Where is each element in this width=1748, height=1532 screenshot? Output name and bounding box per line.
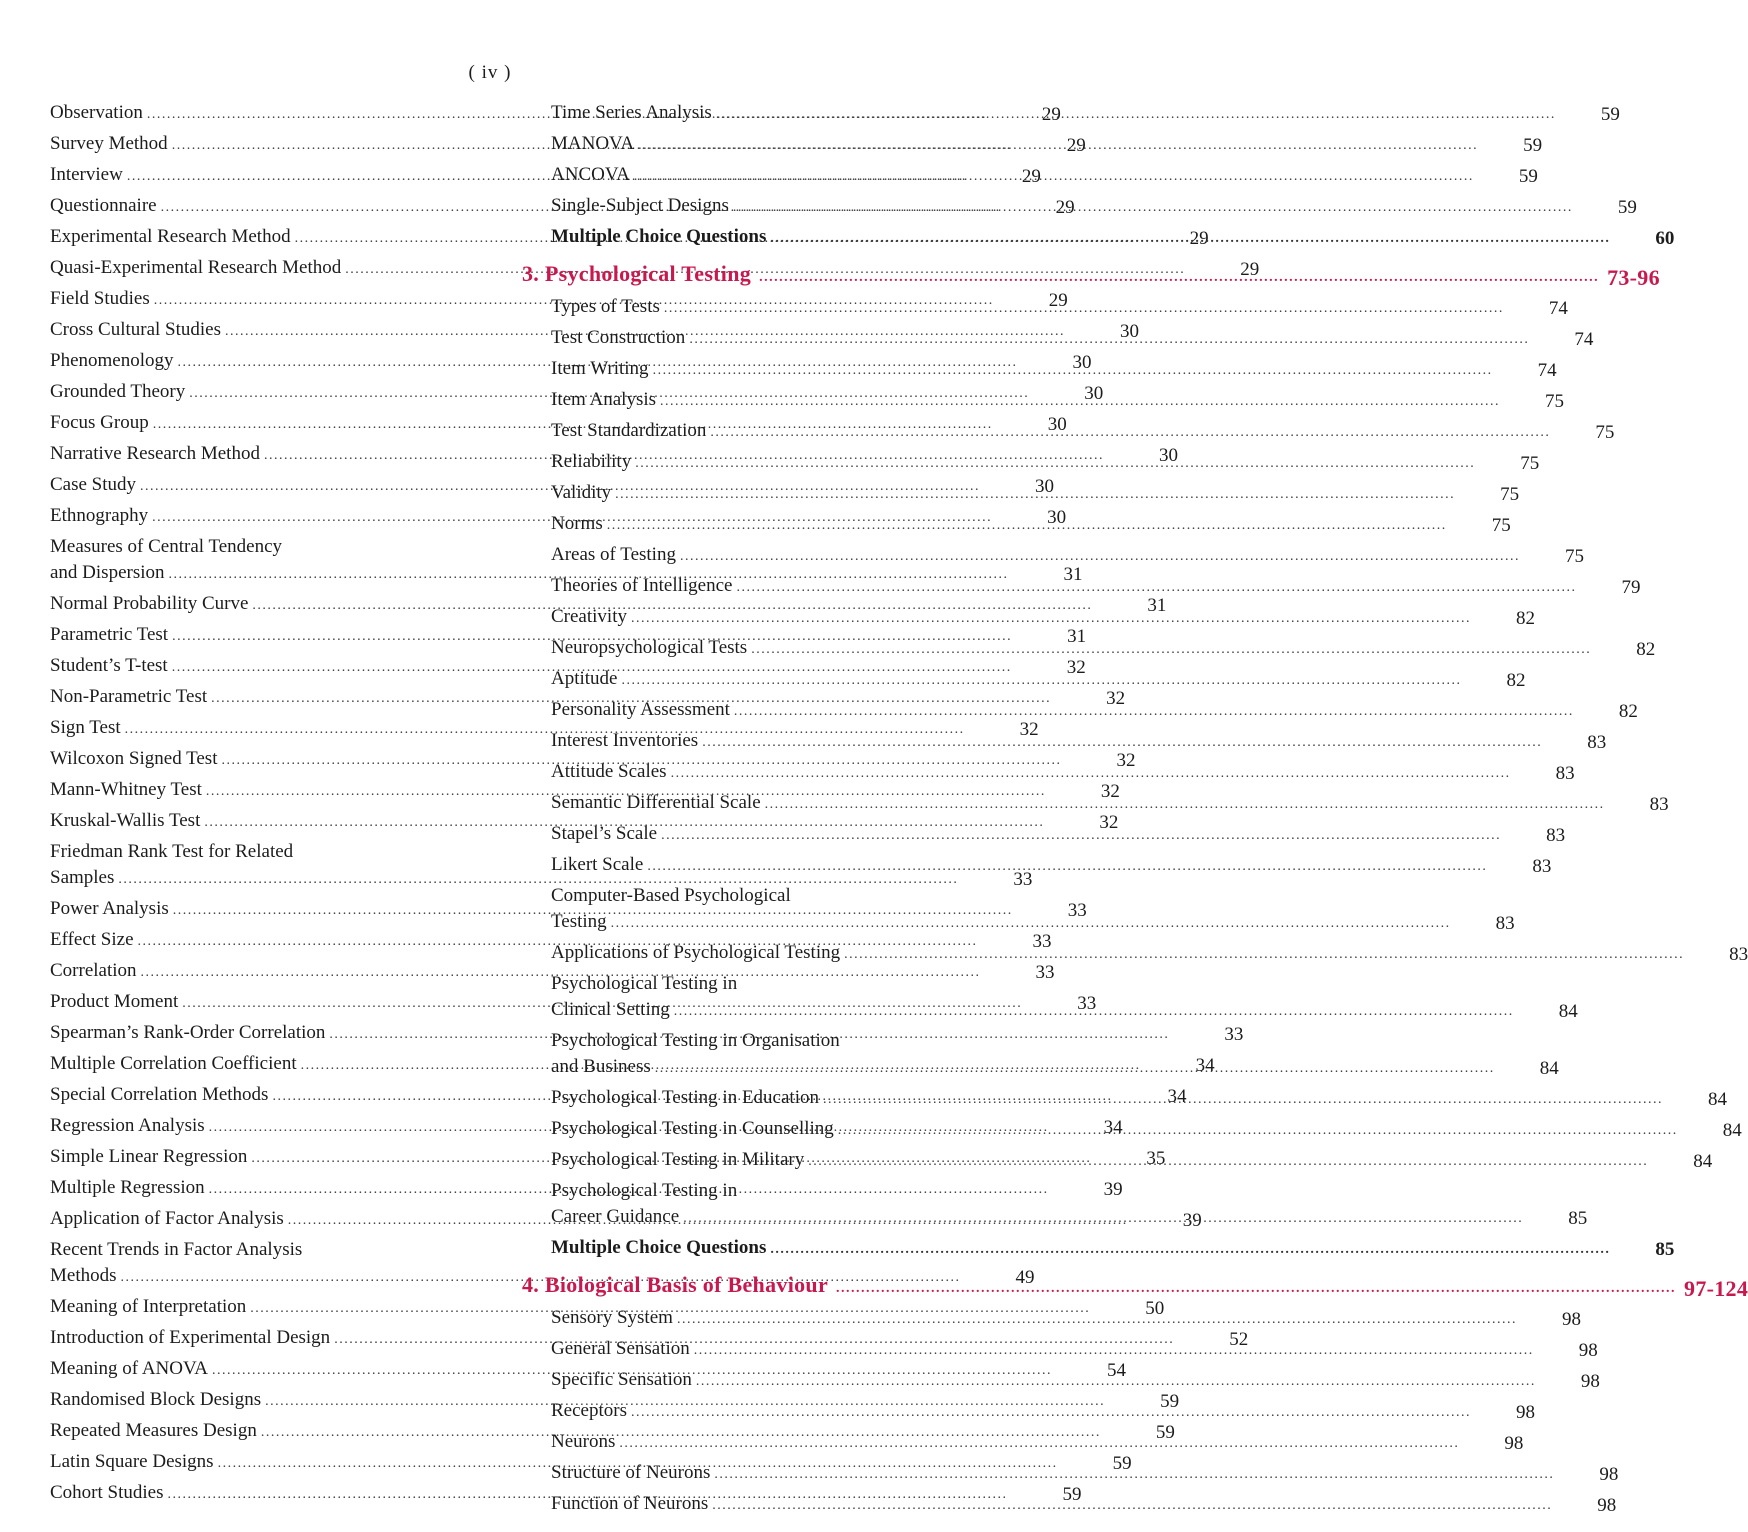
toc-entry-title	[522, 131, 1482, 159]
toc-page-number: 30	[1035, 476, 1055, 497]
toc-page-number: 75	[1564, 546, 1584, 567]
toc-page-number: 32	[1019, 719, 1039, 740]
toc-entry-title-line: Norms	[551, 513, 603, 534]
toc-entry-title	[522, 940, 1688, 968]
toc-entry-title-line: Focus Group	[50, 412, 149, 433]
toc-entry-title-line: Multiple Choice Questions	[551, 226, 767, 247]
toc-entry-title-line: Student’s T-test	[50, 655, 168, 676]
toc-page-number: 35	[1146, 1148, 1166, 1169]
toc-page-number: 32	[1116, 750, 1136, 771]
toc-entry-title-line: Application of Factor Analysis	[50, 1208, 284, 1229]
dot-leader	[671, 761, 1511, 787]
toc-page-number: 30	[1120, 321, 1140, 342]
toc-entry-title	[522, 1028, 1499, 1082]
toc-entry-title	[522, 1367, 1540, 1395]
toc-page-number: 84	[1693, 1151, 1713, 1172]
toc-page-number: 83	[1532, 856, 1552, 877]
toc-entry-title-line: Questionnaire	[50, 195, 157, 216]
toc-entry-title-line: Mann-Whitney Test	[50, 779, 202, 800]
toc-entry-title	[522, 666, 1466, 694]
dot-leader	[733, 195, 1573, 221]
dot-leader	[694, 1338, 1534, 1364]
toc-entry-title-line: Structure of Neurons	[551, 1462, 711, 1483]
toc-page-number: 98	[1580, 1371, 1600, 1392]
toc-page-number: 29	[1048, 290, 1068, 311]
dot-leader	[647, 854, 1487, 880]
toc-page-number: 59	[1160, 1391, 1180, 1412]
toc-page-number: 31	[1147, 595, 1167, 616]
dot-leader	[683, 1206, 1523, 1232]
toc-entry-title	[522, 325, 1533, 353]
toc-page-number: 29	[1066, 135, 1086, 156]
toc-entry-title	[522, 1336, 1538, 1364]
toc-entry-title	[522, 418, 1554, 446]
toc-page-number: 75	[1491, 515, 1511, 536]
dot-leader	[622, 668, 1462, 694]
toc-page-number: 59	[1062, 1484, 1082, 1505]
toc-entry-title-line: Meaning of Interpretation	[50, 1296, 247, 1317]
toc-entry-title-line: Attitude Scales	[551, 761, 667, 782]
toc-entry-title-line: Samples	[50, 867, 115, 888]
toc-page-number: 83	[1495, 913, 1515, 934]
toc-entry-title-line: Career Guidance	[551, 1206, 680, 1227]
dot-leader	[712, 1493, 1552, 1519]
dot-leader	[770, 226, 1610, 252]
toc-page-number: 83	[1729, 944, 1748, 965]
toc-page-number: 30	[1047, 507, 1067, 528]
toc-entry-title-line: Observation	[50, 102, 143, 123]
toc-page-number: 39	[1103, 1179, 1123, 1200]
dot-leader	[770, 1237, 1610, 1263]
toc-entry-title	[522, 573, 1580, 601]
toc-entry-title	[522, 635, 1595, 663]
toc-entry-title-line: Introduction of Experimental Design	[50, 1327, 331, 1348]
toc-entry-title-line: Field Studies	[50, 288, 150, 309]
toc-entry-title-line: Measures of Central Tendency	[50, 536, 283, 557]
dot-leader	[619, 1431, 1459, 1457]
toc-page-number: 59	[1518, 166, 1538, 187]
toc-entry-title	[522, 821, 1505, 849]
toc-page-number: 29	[1021, 166, 1041, 187]
toc-entry-title-line: Grounded Theory	[50, 381, 186, 402]
toc-page-number: 83	[1649, 794, 1669, 815]
toc-entry-title-line: Meaning of ANOVA	[50, 1358, 208, 1379]
dot-leader	[615, 482, 1455, 508]
toc-entry-title-line: Product Moment	[50, 991, 179, 1012]
dot-leader	[702, 730, 1542, 756]
toc-entry-title-line: Neuropsychological Tests	[551, 637, 748, 658]
toc-entry-title-line: Creativity	[551, 606, 627, 627]
toc-page-number: 33	[1224, 1024, 1244, 1045]
toc-page-number: 98	[1504, 1433, 1524, 1454]
dot-leader	[664, 296, 1504, 322]
toc-entry-title-line: Theories of Intelligence	[551, 575, 733, 596]
toc-page-number: 82	[1618, 701, 1638, 722]
toc-page-number: 60	[1655, 228, 1675, 249]
toc-page-number: 82	[1506, 670, 1526, 691]
toc-entry-title-line: Multiple Regression	[50, 1177, 205, 1198]
toc-page-number: 33	[1032, 931, 1052, 952]
toc-entry-title-line: Cohort Studies	[50, 1482, 164, 1503]
dot-leader	[653, 358, 1493, 384]
toc-entry-title-line: Friedman Rank Test for Related	[50, 841, 294, 862]
toc-page-number: 75	[1520, 453, 1540, 474]
toc-entry-title-line: Ethnography	[50, 505, 149, 526]
toc-entry-title-line: Kruskal-Wallis Test	[50, 810, 201, 831]
toc-page-number: 39	[1182, 1210, 1202, 1231]
toc-entry-title-line: 4. Biological Basis of Behaviour	[522, 1272, 829, 1297]
dot-leader	[696, 1369, 1536, 1395]
dot-leader	[689, 327, 1529, 353]
dot-leader	[631, 1400, 1471, 1426]
toc-entry-title	[522, 1085, 1667, 1113]
toc-page-number: 98	[1578, 1340, 1598, 1361]
toc-entry-title	[522, 356, 1497, 384]
dot-leader	[736, 575, 1576, 601]
dot-leader	[680, 544, 1520, 570]
toc-page-number: 30	[1084, 383, 1104, 404]
toc-entry-title	[522, 387, 1504, 415]
toc-entry-title	[522, 759, 1515, 787]
toc-entry-title-line: Time Series Analysis	[551, 102, 712, 123]
toc-entry-title-line: Multiple Choice Questions	[551, 1237, 767, 1258]
toc-entry-title-line: General Sensation	[551, 1338, 690, 1359]
toc-page-number: 29	[1240, 259, 1260, 280]
dot-leader	[638, 133, 1478, 159]
toc-page-number: 33	[1013, 869, 1033, 890]
toc-entry-title	[522, 193, 1577, 221]
toc-entry-title-line: Stapel’s Scale	[551, 823, 658, 844]
toc-page-number: 33	[1077, 993, 1097, 1014]
toc-page-number: 30	[1047, 414, 1067, 435]
toc-page-number: 74	[1548, 298, 1568, 319]
toc-entry-title-line: Regression Analysis	[50, 1115, 205, 1136]
dot-leader	[734, 699, 1574, 725]
toc-page-number: 31	[1067, 626, 1087, 647]
toc-page-number: 59	[1523, 135, 1543, 156]
toc-page-number: 85	[1655, 1239, 1675, 1260]
toc-entry-title	[522, 1429, 1463, 1457]
toc-entry-title-line: Item Writing	[551, 358, 649, 379]
toc-page-number: 33	[1067, 900, 1087, 921]
toc-entry-title	[522, 1178, 1527, 1232]
toc-entry-title-line: Validity	[551, 482, 612, 503]
toc-entry-title	[522, 511, 1451, 539]
toc-entry-title-line: Areas of Testing	[551, 544, 676, 565]
toc-entry-title-line: Correlation	[50, 960, 137, 981]
dot-leader	[660, 389, 1500, 415]
toc-page-number: 98	[1515, 1402, 1535, 1423]
dot-leader	[714, 1462, 1554, 1488]
dot-leader	[631, 606, 1471, 632]
toc-entry-title-line: Wilcoxon Signed Test	[50, 748, 218, 769]
toc-entry-title	[522, 1305, 1521, 1333]
dot-leader	[836, 1276, 1676, 1302]
toc-page-number: 74	[1537, 360, 1557, 381]
toc-entry-title-line: Neurons	[551, 1431, 616, 1452]
toc-page-number: 97-124	[1684, 1276, 1748, 1301]
toc-entry-title-line: Function of Neurons	[551, 1493, 709, 1514]
dot-leader	[710, 420, 1550, 446]
toc-entry-title-line: Psychological Testing in Military	[551, 1149, 805, 1170]
toc-entry-title-line: and Business	[551, 1056, 651, 1077]
toc-entry-title-line: Recent Trends in Factor Analysis	[50, 1239, 303, 1260]
toc-entry-title	[522, 1491, 1556, 1519]
toc-entry-title	[522, 1147, 1652, 1175]
toc-entry-title-line: Case Study	[50, 474, 137, 495]
dot-leader	[759, 265, 1599, 291]
toc-page-number: 59	[1112, 1453, 1132, 1474]
toc-page-number: 79	[1621, 577, 1641, 598]
toc-page-number: 34	[1167, 1086, 1187, 1107]
dot-leader	[655, 1056, 1495, 1082]
toc-entry-title-line: Simple Linear Regression	[50, 1146, 248, 1167]
toc-entry-title-line: Psychological Testing in	[551, 973, 738, 994]
toc-entry-title	[522, 883, 1455, 937]
toc-page-number: 32	[1099, 812, 1119, 833]
toc-entry-title-line: Semantic Differential Scale	[551, 792, 761, 813]
dot-leader	[808, 1149, 1648, 1175]
toc-entry-title	[522, 449, 1479, 477]
toc-entry-title	[522, 728, 1546, 756]
toc-entry-title-line: Specific Sensation	[551, 1369, 692, 1390]
toc-page-number: 85	[1568, 1208, 1588, 1229]
toc-entry-title-line: Randomised Block Designs	[50, 1389, 262, 1410]
toc-entry-title-line: Sign Test	[50, 717, 121, 738]
toc-entry-title-line: Special Correlation Methods	[50, 1084, 269, 1105]
dot-leader	[607, 513, 1447, 539]
dot-leader	[751, 637, 1591, 663]
dot-leader	[674, 999, 1514, 1025]
toc-entry-title	[522, 1116, 1682, 1144]
dot-leader	[844, 942, 1684, 968]
toc-page-number: 83	[1555, 763, 1575, 784]
toc-entry-title	[522, 1398, 1475, 1426]
toc-entry-title-line: Test Standardization	[551, 420, 707, 441]
toc-entry-title-line: Clinical Setting	[551, 999, 670, 1020]
toc-entry-title	[522, 261, 1607, 291]
dot-leader	[635, 451, 1475, 477]
toc-page-number: 83	[1587, 732, 1607, 753]
toc-entry-title	[522, 604, 1475, 632]
toc-entry-title-line: Personality Assessment	[551, 699, 730, 720]
toc-page-number: 30	[1072, 352, 1092, 373]
toc-entry-title-line: Narrative Research Method	[50, 443, 260, 464]
toc-entry-title-line: and Dispersion	[50, 562, 165, 583]
toc-entry-title-line: Phenomenology	[50, 350, 174, 371]
toc-entry-title-line: Test Construction	[551, 327, 686, 348]
toc-page-number: 75	[1545, 391, 1565, 412]
dot-leader	[677, 1307, 1517, 1333]
toc-entry-title-line: Power Analysis	[50, 898, 169, 919]
dot-leader	[716, 102, 1556, 128]
toc-page-number: 29	[1189, 228, 1209, 249]
toc-entry-title-line: Types of Tests	[551, 296, 660, 317]
toc-page-number: 84	[1539, 1058, 1559, 1079]
toc-entry-title-line: Quasi-Experimental Research Method	[50, 257, 342, 278]
toc-entry-title-line: Psychological Testing in Education	[551, 1087, 819, 1108]
toc-page-number: 75	[1500, 484, 1520, 505]
toc-entry-title-line: Repeated Measures Design	[50, 1420, 257, 1441]
toc-entry-title	[522, 1235, 1614, 1263]
toc-entry	[522, 1232, 1675, 1263]
toc-page-number: 59	[1155, 1422, 1175, 1443]
toc-page-number: 73-96	[1607, 265, 1660, 290]
toc-page-number: 84	[1558, 1001, 1578, 1022]
toc-page-number: 32	[1106, 688, 1126, 709]
toc-entry-title	[522, 480, 1459, 508]
toc-entry-title-line: Computer-Based Psychological	[551, 885, 791, 906]
toc-entry-title	[522, 162, 1478, 190]
toc-page-number: 49	[1015, 1267, 1035, 1288]
toc-page-number: 32	[1066, 657, 1086, 678]
toc-page-number: 50	[1145, 1298, 1165, 1319]
toc-page-number: 29	[1055, 197, 1075, 218]
dot-leader	[611, 911, 1451, 937]
toc-entry-title-line: Interest Inventories	[551, 730, 699, 751]
toc-page-number: 29	[1041, 104, 1061, 125]
dot-leader	[661, 823, 1501, 849]
toc-page-number: 31	[1063, 564, 1083, 585]
toc-page-number: 33	[1035, 962, 1055, 983]
toc-entry-title-line: Psychological Testing in Organisation	[551, 1030, 840, 1051]
toc-entry-title	[522, 1272, 1684, 1302]
toc-entry-title-line: Psychological Testing in	[551, 1180, 738, 1201]
toc-entry-title-line: Item Analysis	[551, 389, 657, 410]
toc-page-number: 34	[1103, 1117, 1123, 1138]
toc-entry-title-line: Multiple Correlation Coefficient	[50, 1053, 297, 1074]
toc-page-number: 74	[1574, 329, 1594, 350]
toc-page-number: 84	[1707, 1089, 1727, 1110]
toc-entry-title	[522, 697, 1578, 725]
toc-page-number: 75	[1595, 422, 1615, 443]
toc-entry-title-line: 3. Psychological Testing	[522, 261, 752, 286]
toc-entry-title-line: Non-Parametric Test	[50, 686, 208, 707]
toc-page-number: 82	[1515, 608, 1535, 629]
toc-entry-title-line: Experimental Research Method	[50, 226, 291, 247]
toc-page-number: 84	[1722, 1120, 1742, 1141]
toc-entry-title-line: Spearman’s Rank-Order Correlation	[50, 1022, 326, 1043]
toc-entry-title-line: Sensory System	[551, 1307, 673, 1328]
toc-entry-title-line: Reliability	[551, 451, 632, 472]
toc-entry-title	[522, 852, 1491, 880]
toc-entry-title-line: Parametric Test	[50, 624, 169, 645]
toc-entry-title	[522, 100, 1560, 128]
toc-page-number: 32	[1100, 781, 1120, 802]
toc-entry-title-line: Applications of Psychological Testing	[551, 942, 841, 963]
toc-page-number: 59	[1617, 197, 1637, 218]
toc-entry-title-line: MANOVA	[551, 133, 635, 154]
dot-leader	[823, 1087, 1663, 1113]
page-number: ( iv )	[468, 62, 512, 83]
toc-entry-title-line: Interview	[50, 164, 123, 185]
toc-entry-title-line: Likert Scale	[551, 854, 644, 875]
toc-entry-title-line: Psychological Testing in Counselling	[551, 1118, 834, 1139]
toc-entry-title-line: Single-Subject Designs	[551, 195, 729, 216]
dot-leader	[838, 1118, 1678, 1144]
toc-page-number: 34	[1195, 1055, 1215, 1076]
toc-page-number: 52	[1229, 1329, 1249, 1350]
toc-entry-title-line: ANCOVA	[551, 164, 630, 185]
toc-entry-title-line: Methods	[50, 1265, 117, 1286]
toc-entry-title	[522, 542, 1524, 570]
toc-entry-title-line: Effect Size	[50, 929, 134, 950]
toc-entry-title	[522, 1460, 1558, 1488]
toc-page-number: 98	[1597, 1495, 1617, 1516]
toc-entry-title	[522, 224, 1614, 252]
toc-page-number: 54	[1106, 1360, 1126, 1381]
toc-entry-title-line: Receptors	[551, 1400, 627, 1421]
toc-entry-title-line: Normal Probability Curve	[50, 593, 249, 614]
toc-entry-title-line: Aptitude	[551, 668, 618, 689]
toc-entry	[522, 539, 1584, 570]
toc-page-number: 30	[1158, 445, 1178, 466]
toc-page-number: 83	[1546, 825, 1566, 846]
toc-entry-title-line: Testing	[551, 911, 607, 932]
toc-entry-title	[522, 294, 1508, 322]
dot-leader	[634, 164, 1474, 190]
toc-entry-title	[522, 971, 1518, 1025]
dot-leader	[765, 792, 1605, 818]
toc-page-number: 59	[1600, 104, 1620, 125]
toc-page-number: 98	[1561, 1309, 1581, 1330]
toc-entry-title-line: Cross Cultural Studies	[50, 319, 222, 340]
toc-page-number: 98	[1599, 1464, 1619, 1485]
toc-entry-title-line: Survey Method	[50, 133, 168, 154]
toc-page-number: 82	[1636, 639, 1656, 660]
toc-entry-title	[522, 790, 1609, 818]
toc-entry-title-line: Latin Square Designs	[50, 1451, 214, 1472]
